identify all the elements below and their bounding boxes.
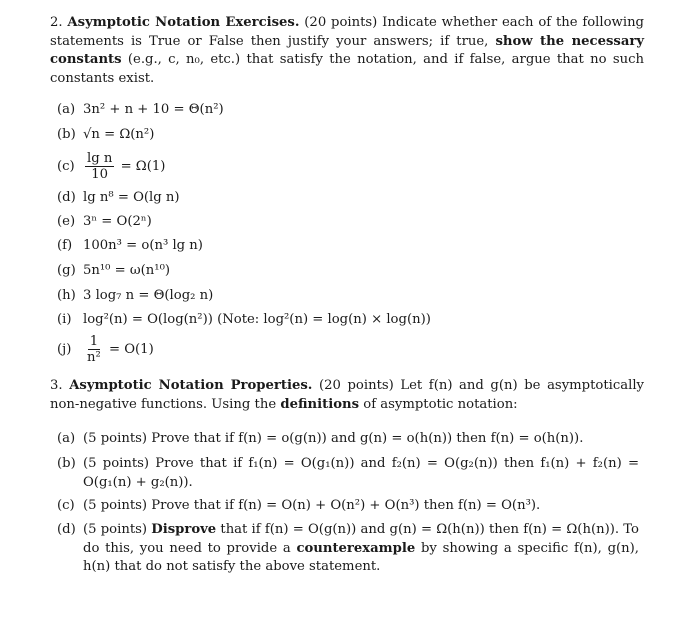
item-expr: 3 log₇ n = Θ(log₂ n) [83,288,214,303]
item-expr: 3ⁿ = O(2ⁿ) [83,214,152,229]
counterexample-word: counterexample [296,540,416,556]
item-label: (b) [57,127,76,142]
item-expr: 100n³ = o(n³ lg n) [83,238,203,253]
item-expr-rest: = Ω(1) [120,159,166,174]
q2-title: Asymptotic Notation Exercises. [67,15,300,30]
item-label: (g) [57,263,76,278]
item-text-mid: that if f(n) = O(g(n)) and g(n) = Ω(h(n)) then f(n) = Ω(h(n)). To do this, you need to provide a [83,522,639,556]
q2-item [57,189,647,208]
item-expr: √n = Ω(n²) [83,127,155,142]
q2-item [57,213,647,232]
q3-text-3: of asymptotic notation: [363,396,518,412]
fraction-numerator: lg n [87,151,113,166]
item-label: (b) [57,456,76,471]
q2-item [57,334,647,365]
item-expr-rest: = O(1) [108,342,154,357]
item-text: (5 points) Prove that if f(n) = o(g(n)) and g(n) = o(h(n)) then f(n) = o(h(n)). [83,431,584,446]
fraction [85,334,103,365]
q2-number: 2. [50,15,63,30]
q2-item [57,101,647,120]
item-text [83,521,639,577]
item-label: (j) [57,342,72,357]
item-label: (h) [57,288,76,303]
item-label: (c) [57,498,75,513]
q2-item [57,126,647,145]
item-label: (c) [57,159,75,174]
q2-item [57,237,647,256]
item-text-post: by showing a specific f(n), g(n), h(n) that do not satisfy the above statement. [83,540,639,574]
item-expr: log²(n) = O(log(n²)) (Note: log²(n) = log(n) × log(n)) [83,312,431,327]
item-text: (5 points) Prove that if f(n) = O(n) + O(n²) + O(n³) then f(n) = O(n³). [83,498,541,513]
fraction [85,151,114,182]
q3-number: 3. [50,378,63,393]
fraction-denominator: 10 [91,167,109,182]
item-label: (a) [57,102,76,117]
item-label: (a) [57,431,76,446]
disprove-word: Disprove [151,522,217,537]
q3-title: Asymptotic Notation Properties. [69,378,313,393]
item-label: (e) [57,214,76,229]
item-label: (d) [57,190,76,205]
q2-item [57,262,647,281]
item-label: (d) [57,522,76,537]
q2-text-3: (e.g., c, n₀, etc.) that satisfy the notation, and if false, argue that no such constants exist. [50,52,644,86]
fraction-numerator: 1 [89,334,99,349]
item-label: (i) [57,312,72,327]
q3-bold-phrase: definitions [280,396,360,412]
fraction-denominator: n² [87,350,101,365]
item-expr: 3n² + n + 10 = Θ(n²) [83,102,224,117]
item-text: (5 points) Prove that if f₁(n) = O(g₁(n)) and f₂(n) = O(g₂(n)) then f₁(n) + f₂(n) = O(g₁(n) + g₂(n)). [83,456,639,490]
q2-item [57,151,647,182]
item-expr: lg n⁸ = O(lg n) [83,190,180,205]
item-text-pre: (5 points) [83,522,148,537]
item-expr: 5n¹⁰ = ω(n¹⁰) [83,263,171,278]
question-2-intro [50,14,644,88]
q2-bold-phrase: show the necessary constants [50,33,644,67]
item-label: (f) [57,238,73,253]
q2-item [57,311,647,330]
question-3-intro [50,377,644,414]
q3-text-1: (20 points) Let f(n) and g(n) be asymptotically non-negative functions. Using the [50,378,644,412]
q2-item [57,287,647,306]
q2-text-1: (20 points) Indicate whether each of the following statements is True or False then justify your answers; if true, [50,15,644,49]
